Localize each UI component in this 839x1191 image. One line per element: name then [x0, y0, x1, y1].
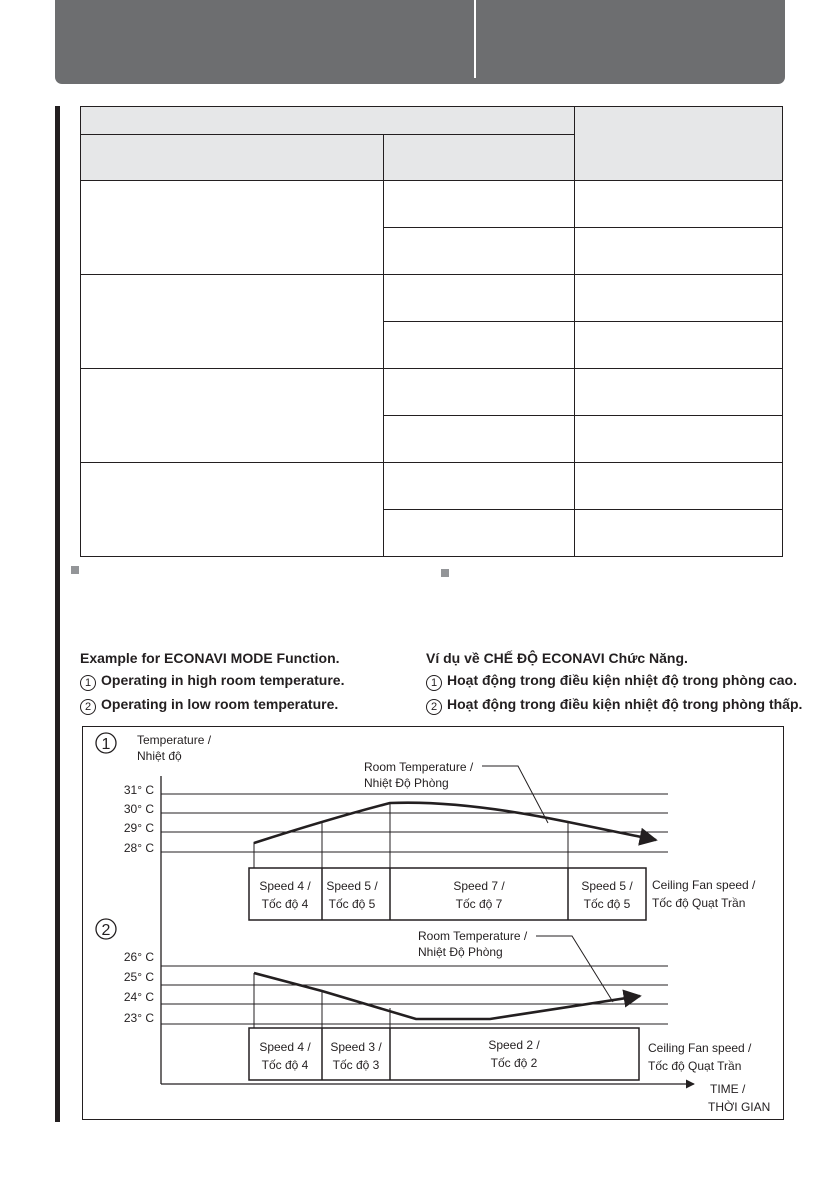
room-temp-label: Nhiệt Độ Phòng — [364, 776, 449, 790]
page-header-banner — [55, 0, 785, 84]
speed-box-label: Tốc độ 5 — [328, 897, 376, 911]
table-cell — [575, 463, 783, 510]
example-item-text: Hoạt động trong điều kiện nhiệt độ trong phòng cao. — [447, 672, 797, 688]
speed-box-label: Tốc độ 5 — [583, 897, 631, 911]
table-cell — [384, 275, 575, 322]
room-temp-label: Room Temperature / — [418, 929, 528, 943]
econavi-spec-table — [80, 106, 783, 557]
table-cell — [575, 228, 783, 275]
table-cell — [384, 181, 575, 228]
table-row — [81, 369, 783, 416]
table-row — [81, 463, 783, 510]
speed-box-label: Speed 7 / — [453, 879, 505, 893]
circled-number-1-icon: 1 — [426, 675, 442, 691]
speed-box-label: Speed 3 / — [330, 1040, 382, 1054]
table-cell — [384, 463, 575, 510]
table-cell — [81, 181, 384, 275]
table-header-row — [81, 107, 783, 135]
table-cell — [81, 369, 384, 463]
table-row — [81, 275, 783, 322]
panel-number: 1 — [101, 736, 111, 753]
example-item-text: Hoạt động trong điều kiện nhiệt độ trong phòng thấp. — [447, 696, 803, 712]
example-item-2-vi — [426, 696, 802, 715]
temp-tick-label: 28° C — [123, 841, 154, 855]
fan-speed-label: Ceiling Fan speed / — [648, 1041, 752, 1055]
section-side-bar — [55, 106, 60, 1122]
example-item-text: Operating in low room temperature. — [101, 696, 339, 712]
y-axis-label: Temperature / — [137, 733, 212, 747]
temp-tick-label: 30° C — [123, 802, 154, 816]
table-header-cell — [81, 107, 575, 135]
room-temp-label: Nhiệt Độ Phòng — [418, 945, 503, 959]
example-item-1-vi — [426, 672, 797, 691]
speed-box-label: Speed 2 / — [488, 1038, 540, 1052]
temp-tick-label: 23° C — [123, 1011, 154, 1025]
fan-speed-label: Ceiling Fan speed / — [652, 878, 756, 892]
table-cell — [81, 463, 384, 557]
table-cell — [575, 181, 783, 228]
table-cell — [575, 416, 783, 463]
example-item-text: Operating in high room temperature. — [101, 672, 345, 688]
table-header-cell — [384, 135, 575, 181]
temp-tick-label: 25° C — [123, 970, 154, 984]
speed-box-label: Speed 4 / — [259, 879, 311, 893]
table-cell — [384, 369, 575, 416]
table-row — [81, 181, 783, 228]
temp-tick-label: 31° C — [123, 783, 154, 797]
y-axis-label: Nhiệt độ — [137, 749, 182, 763]
x-axis-label: THỜI GIAN — [708, 1100, 771, 1114]
table-cell — [575, 322, 783, 369]
table-cell — [81, 275, 384, 369]
speed-box-label: Tốc độ 3 — [332, 1058, 380, 1072]
header-divider — [474, 0, 476, 78]
table-cell — [384, 416, 575, 463]
example-title-en: Example for ECONAVI MODE Function. — [80, 650, 340, 666]
table-cell — [575, 510, 783, 557]
temp-tick-label: 26° C — [123, 950, 154, 964]
table-cell — [575, 369, 783, 416]
circled-number-1-icon: 1 — [80, 675, 96, 691]
table-cell — [384, 322, 575, 369]
circled-number-2-icon: 2 — [80, 699, 96, 715]
circled-number-2-icon: 2 — [426, 699, 442, 715]
fan-speed-label: Tốc độ Quạt Trần — [648, 1059, 742, 1073]
table-cell — [384, 510, 575, 557]
example-item-1-en — [80, 672, 344, 691]
temp-tick-label: 29° C — [123, 821, 154, 835]
table-cell — [384, 228, 575, 275]
speed-box-label: Tốc độ 2 — [490, 1056, 538, 1070]
speed-box-label: Tốc độ 4 — [261, 897, 309, 911]
example-item-2-en — [80, 696, 338, 715]
speed-box-label: Speed 5 / — [326, 879, 378, 893]
econavi-diagram — [82, 726, 784, 1120]
bullet-square-icon — [441, 569, 449, 577]
speed-box-label: Tốc độ 4 — [261, 1058, 309, 1072]
speed-box-label: Tốc độ 7 — [455, 897, 503, 911]
example-title-vi: Ví dụ về CHẾ ĐỘ ECONAVI Chức Năng. — [426, 650, 688, 666]
fan-speed-label: Tốc độ Quạt Trần — [652, 896, 746, 910]
speed-box-label: Speed 4 / — [259, 1040, 311, 1054]
table-header-cell — [81, 135, 384, 181]
room-temp-label: Room Temperature / — [364, 760, 474, 774]
panel-number: 2 — [101, 922, 111, 939]
bullet-square-icon — [71, 566, 79, 574]
temp-tick-label: 24° C — [123, 990, 154, 1004]
x-axis-label: TIME / — [710, 1082, 746, 1096]
speed-box-label: Speed 5 / — [581, 879, 633, 893]
table-header-cell — [575, 107, 783, 181]
table-cell — [575, 275, 783, 322]
